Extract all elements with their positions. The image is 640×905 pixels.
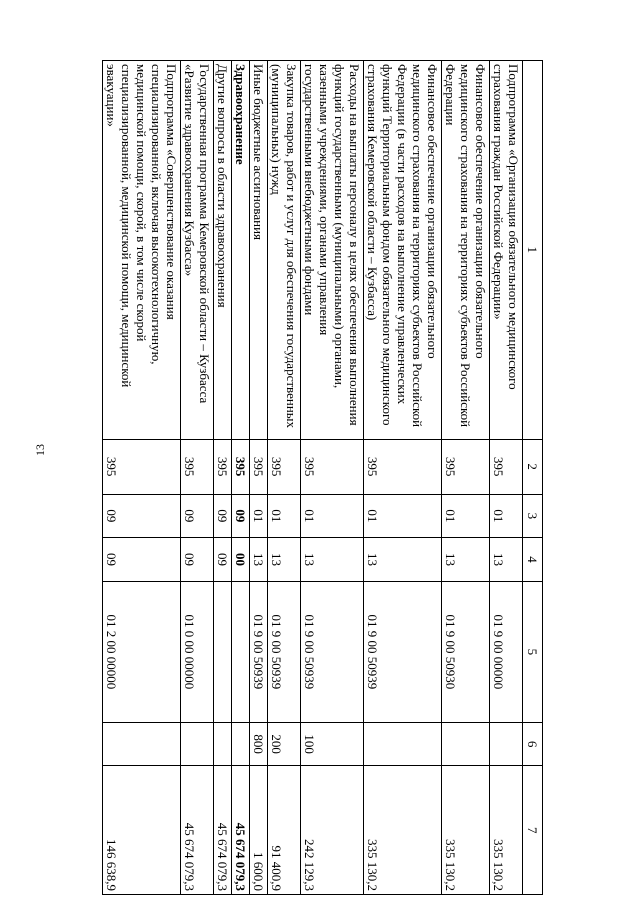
row-section: 09 <box>232 494 250 538</box>
row-target-article: 01 9 00 00000 <box>490 581 523 722</box>
row-section: 09 <box>103 494 181 538</box>
row-subsection: 13 <box>250 538 268 582</box>
row-name: Подпрограмма «Совершенствование оказания специализированной, включая высокотехнологичную, медицинской помощи, скорой, в том числе скорой специализированной, медицинской помощи, медицинской эвакуации» <box>103 61 181 440</box>
table-row <box>214 61 232 895</box>
row-amount: 335 130,2 <box>364 766 442 895</box>
row-ministry-code: 395 <box>490 439 523 494</box>
row-amount: 45 674 079,3 <box>232 766 250 895</box>
row-subsection: 13 <box>268 538 301 582</box>
row-ministry-code: 395 <box>214 439 232 494</box>
row-target-article <box>232 581 250 722</box>
header-col-3: 3 <box>523 494 543 538</box>
row-expense-type <box>232 722 250 766</box>
table-row <box>301 61 364 895</box>
row-expense-type <box>442 722 490 766</box>
row-section: 01 <box>364 494 442 538</box>
header-row <box>523 61 543 895</box>
table-row <box>442 61 490 895</box>
table-row <box>268 61 301 895</box>
row-section: 01 <box>442 494 490 538</box>
table-row <box>490 61 523 895</box>
row-name: Другие вопросы в области здравоохранения <box>214 61 232 440</box>
header-col-6: 6 <box>523 722 543 766</box>
row-name: Финансовое обеспечение организации обязательного медицинского страхования на территориях субъектов Российской Федерации (в части расходов на выполнение управленческих функций Территориальным фондом обязательного медицинского страхования Кемеровской области – Кузбасса) <box>364 61 442 440</box>
row-name: Финансовое обеспечение организации обязательного медицинского страхования на территориях субъектов Российской Федерации <box>442 61 490 440</box>
row-section: 09 <box>214 494 232 538</box>
header-col-2: 2 <box>523 439 543 494</box>
row-expense-type: 200 <box>268 722 301 766</box>
row-section: 01 <box>268 494 301 538</box>
header-col-7: 7 <box>523 766 543 895</box>
row-amount: 146 638,9 <box>103 766 181 895</box>
row-section: 01 <box>250 494 268 538</box>
row-amount: 335 130,2 <box>442 766 490 895</box>
row-target-article <box>214 581 232 722</box>
row-ministry-code: 395 <box>103 439 181 494</box>
row-subsection: 13 <box>301 538 364 582</box>
table-row <box>364 61 442 895</box>
table-row <box>250 61 268 895</box>
row-amount: 335 130,2 <box>490 766 523 895</box>
row-name: Иные бюджетные ассигнования <box>250 61 268 440</box>
header-col-5: 5 <box>523 581 543 722</box>
table-row <box>103 61 181 895</box>
row-amount: 45 674 079,3 <box>214 766 232 895</box>
table-row <box>232 61 250 895</box>
budget-table <box>102 60 543 895</box>
page-number: 13 <box>33 444 47 456</box>
row-subsection: 13 <box>364 538 442 582</box>
row-target-article: 01 9 00 50939 <box>301 581 364 722</box>
row-name: Закупка товаров, работ и услуг для обеспечения государственных (муниципальных) нужд <box>268 61 301 440</box>
row-subsection: 00 <box>232 538 250 582</box>
row-expense-type: 100 <box>301 722 364 766</box>
row-name: Подпрограмма «Организация обязательного медицинского страхования граждан Российской Федерации» <box>490 61 523 440</box>
row-target-article: 01 0 00 00000 <box>181 581 214 722</box>
row-subsection: 09 <box>103 538 181 582</box>
row-ministry-code: 395 <box>364 439 442 494</box>
row-target-article: 01 2 00 00000 <box>103 581 181 722</box>
row-target-article: 01 9 00 50939 <box>250 581 268 722</box>
row-expense-type: 800 <box>250 722 268 766</box>
row-target-article: 01 9 00 50939 <box>268 581 301 722</box>
row-ministry-code: 395 <box>250 439 268 494</box>
row-expense-type <box>181 722 214 766</box>
rotated-table-frame <box>103 60 543 895</box>
header-col-1: 1 <box>523 61 543 440</box>
row-subsection: 09 <box>181 538 214 582</box>
row-ministry-code: 395 <box>232 439 250 494</box>
row-expense-type <box>490 722 523 766</box>
row-section: 01 <box>301 494 364 538</box>
header-col-4: 4 <box>523 538 543 582</box>
row-ministry-code: 395 <box>268 439 301 494</box>
row-amount: 1 600,0 <box>250 766 268 895</box>
row-subsection: 13 <box>490 538 523 582</box>
row-subsection: 13 <box>442 538 490 582</box>
row-amount: 91 400,9 <box>268 766 301 895</box>
row-expense-type <box>214 722 232 766</box>
row-ministry-code: 395 <box>442 439 490 494</box>
row-amount: 242 129,3 <box>301 766 364 895</box>
row-target-article: 01 9 00 50930 <box>442 581 490 722</box>
row-section: 01 <box>490 494 523 538</box>
row-name: Здравоохранение <box>232 61 250 440</box>
row-ministry-code: 395 <box>181 439 214 494</box>
row-expense-type <box>364 722 442 766</box>
row-name: Расходы на выплаты персоналу в целях обеспечения выполнения функций государственными (муниципальными) органами, казенными учреждениями, органами управления государственными внебюджетными фондами <box>301 61 364 440</box>
row-section: 09 <box>181 494 214 538</box>
row-expense-type <box>103 722 181 766</box>
row-amount: 45 674 079,3 <box>181 766 214 895</box>
table-row <box>181 61 214 895</box>
row-name: Государственная программа Кемеровской области – Кузбасса «Развитие здравоохранения Кузбасса» <box>181 61 214 440</box>
row-ministry-code: 395 <box>301 439 364 494</box>
row-target-article: 01 9 00 50939 <box>364 581 442 722</box>
row-subsection: 09 <box>214 538 232 582</box>
